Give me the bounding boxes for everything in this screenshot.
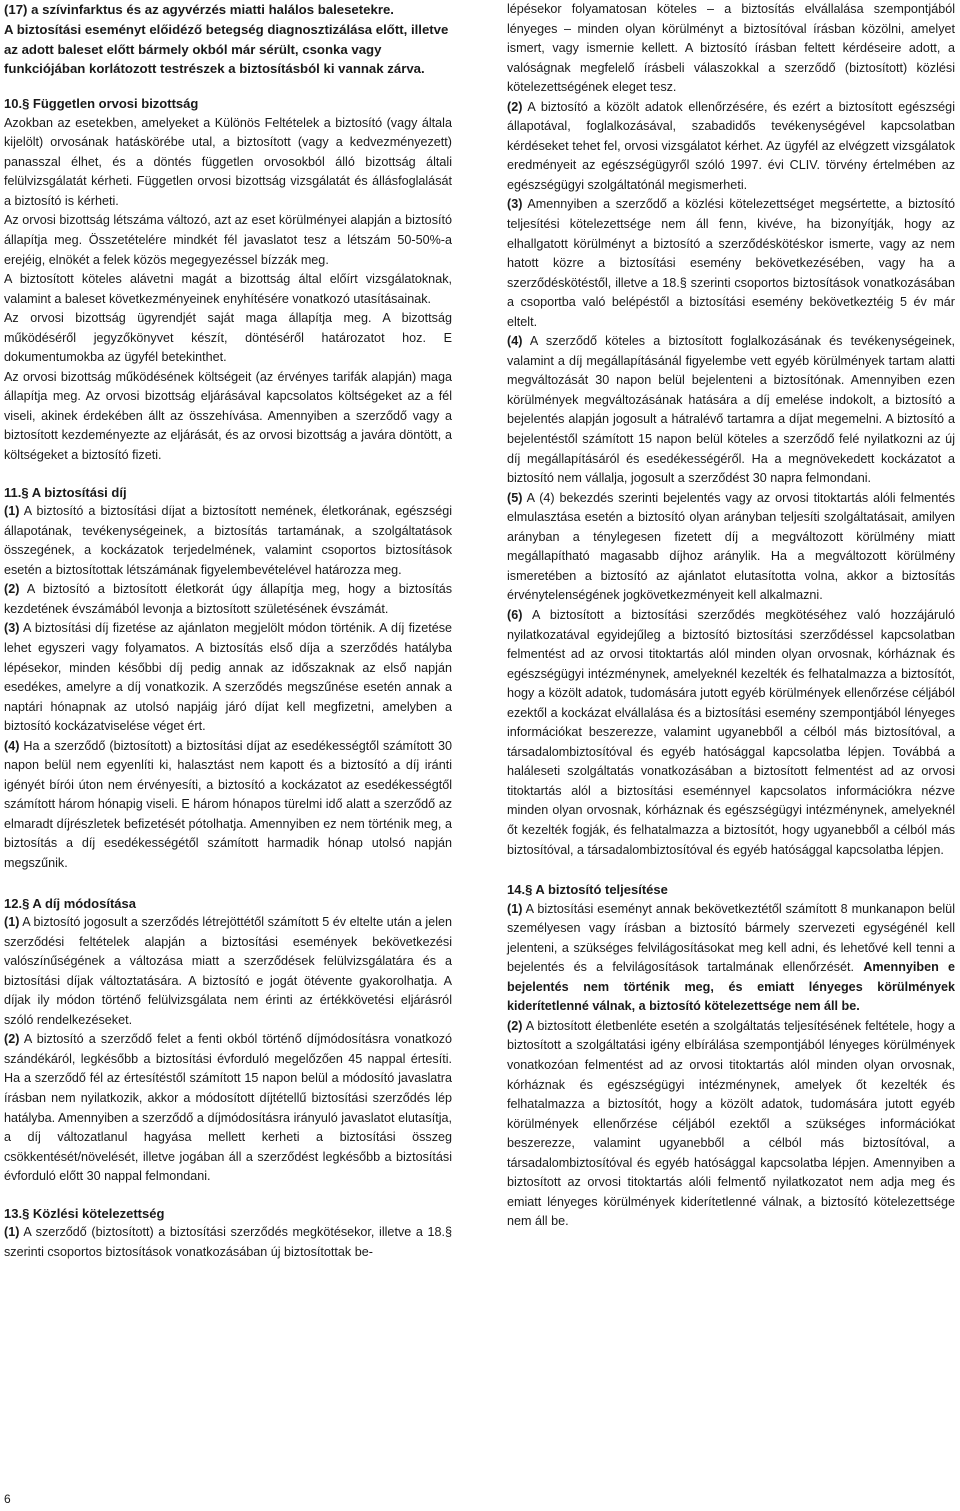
paragraph-text: A szerződő (biztosított) a biztosítási szerződés megkötésekor, illetve a 18.§ szerinti csoportos biztosítások vonatkozásában új biztosítottak be-	[4, 1225, 452, 1259]
section-13-paragraph-2	[507, 98, 955, 196]
paragraph-text: A biztosító a szerződő felet a fenti okból történő díjmódosításra vonatkozó szándékáról, legkésőbb a biztosítási évforduló megelőzően 45 nappal értesíti. Ha a szerződő fél az értesítéstől számított 15 napon belül a módosító javaslatra írásban nem nyilatkozik, akkor a módosított díjtétellű biztosítási szerződés lép hatályba. Amennyiben a szerződő a díjmódosításra irányuló javaslatot elutasítja, a díj változatlanul hagyása mellett kerheti a biztosítási összeg csökkentését/növelését, illetve jogában áll a szerződést legkésőbb a biztosítási évforduló előtt 30 nappal felmondani.	[4, 1032, 452, 1184]
section-11-paragraph-1	[4, 502, 452, 580]
section-13-continuation: lépésekor folyamatosan köteles – a biztosítás elvállalása szempontjából lényeges – minden olyan körülményt a biztosítóval írásban közölni, amelyet ismert, vagy ismernie kellett. A biztosító írásban feltett kérdéseire adott, a valóságnak megfelelő írásbeli válaszokkal a szerződő (biztosított) közlési kötelezettségének eleget tesz.	[507, 2, 955, 95]
paragraph-text: A biztosító a biztosítási díjat a biztosított nemének, életkorának, egészségi állapotának, tevékenységeinek, a biztosítás tartamának, a szolgáltatások összegének, a kockázatok terjedelmének, valamint csoportos biztosítások esetén a biztosítottak létszámának figyelembevételével határozza meg.	[4, 504, 452, 577]
paragraph-number: (4)	[4, 738, 20, 753]
paragraph-text: A biztosító a közölt adatok ellenőrzésére, és ezért a biztosított egészségi állapotával, foglalkozásával, szabadidős tevékenységével kapcsolatban kérdéseket tehet fel, orvosi vizsgálatot kérhet. Az ügyfél az elvégzett vizsgálatok eredményeit az egészségügyről szóló 1997. évi CLIV. törvény értelmében az egészségügyi szolgáltatónál megismerheti.	[507, 99, 955, 192]
section-13-paragraph-5	[507, 489, 955, 606]
section-13-paragraph-6	[507, 606, 955, 860]
section-11-paragraph-4	[4, 737, 452, 874]
section-13-heading: 13.§ Közlési kötelezettség	[4, 1205, 165, 1221]
paragraph-number: (3)	[507, 197, 523, 212]
section-11-paragraph-3	[4, 619, 452, 736]
paragraph-emphasis: Amennyiben e bejelentés nem történik meg, és emiatt lényeges körülmények kiderítetlenné válnak, a biztosító kötelezettsége nem áll be.	[507, 960, 955, 1014]
paragraph-number: (2)	[4, 582, 20, 597]
left-column	[4, 0, 452, 1262]
paragraph-number: (1)	[4, 1225, 20, 1240]
paragraph-number: (1)	[4, 915, 20, 930]
paragraph-text: A biztosító jogosult a szerződés létrejöttétől számított 5 év eltelte után a jelen szerződési feltételek alapján a biztosítási események bekövetkezési valószínűségének a változása miatt a szerződések felülvizsgálatára és a biztosítási díjak változtatására. A biztosító e jogát ötévente gyakorolhatja. A díjak ily módon történő felülvizsgálata nem érinti az értékkövetési eljárásról szóló rendelkezéseket.	[4, 915, 452, 1027]
paragraph-number: (1)	[4, 504, 20, 519]
paragraph-number: (6)	[507, 607, 523, 622]
paragraph-number: (1)	[507, 901, 523, 916]
paragraph-text: Amennyiben a szerződő a közlési kötelezettséget megsértette, a biztosító teljesítési kötelezettsége nem áll fenn, kivéve, ha bizonyítják, hogy az elhallgatott körülményt a biztosító a szerződéskötéskor ismerte, vagy az nem hatott közre a biztosítási esemény bekövetkezésében, vagy ha a szerződéskötéstől, illetve a 18.§ szerinti csoportos biztosítások vonatkozásában a csoportba való belépéstől a biztosítási esemény bekövetkeztéig 5 év már eltelt.	[507, 197, 955, 329]
section-14-paragraph-1	[507, 900, 955, 1017]
section-11-paragraph-2	[4, 580, 452, 619]
paragraph-number: (3)	[4, 621, 20, 636]
section-11-heading: 11.§ A biztosítási díj	[4, 484, 127, 500]
section-12-paragraph-2	[4, 1030, 452, 1186]
paragraph-text: A biztosított életbenléte esetén a szolgáltatás teljesítésének feltétele, hogy a biztosított a szolgáltatási igény elbírálása szempontjából lényeges körülmények vonatkozóan felmentést ad az orvosi titoktartás alól minden olyan orvosnak, kórháznak és egészségügyi intézménynek, amelyek őt kezelték és felhatalmazza a biztosítót, hogy a közölt adatok, tudomására jutott egyéb körülmények ellenőrzése céljából ezektől a szükséges információkat beszerezze, valamint ugyanebből a célból más biztosítóval, a társadalombiztosítóval és egyéb hatósággal kapcsolatba lépjen. Amennyiben a biztosított az orvosi titoktartás alóli felmentő nyilatkozatot nem adja meg és emiatt lényeges körülmények kiderítetlenné válnak, a biztosító kötelezettsége nem áll be.	[507, 1018, 955, 1229]
section-14-heading: 14.§ A biztosító teljesítése	[507, 882, 668, 898]
intro-text: A biztosítási eseményt előidéző betegség diagnosztizálása előtt, illetve az adott baleset előtt bármely okból már sérült, csonka vagy funkciójában korlátozott testrészek a biztosításból ki vannak zárva.	[4, 21, 449, 77]
section-10-heading: 10.§ Független orvosi bizottság	[4, 96, 199, 112]
paragraph-text: A (4) bekezdés szerinti bejelentés vagy az orvosi titoktartás alóli felmentés elmulasztása esetén a biztosító olyan arányban teljesíti szolgáltatásait, amilyen arányban a ténylegesen fizetett díj a megváltozott körülmény miatt megállapítható magasabb díjhoz aránylik. Ha a megváltozott körülmény ismeretében a biztosító az ajánlatot elutasította volna, akkor a biztosítás érvénytelenségének jogkövetkezményeit kell alkalmazni.	[507, 490, 955, 603]
paragraph-number: (2)	[507, 99, 523, 114]
paragraph-text: A szerződő köteles a biztosított foglalkozásának és tevékenységeinek, valamint a díj megállapításánál figyelembe vett egyéb körülmények tartam alatti megváltozását 30 napon belül bejelenteni a biztosítónak. Amennyiben ezen körülmények megváltozásának hatására a díj emelése indokolt, a biztosító a bejelentés alapján jogosult a hátralévő tartamra a díjat megemelni. A biztosító a bejelentéstől számított 15 napon belül köteles a szerződő felé nyilatkozni az új díj megállapításáról és esedékességéről. Ha a megnövekedett kockázatot a biztosító nem vállalja, jogosult a szerződést 30 napra felmondani.	[507, 334, 955, 486]
paragraph-number: (2)	[4, 1032, 20, 1047]
right-column	[507, 0, 955, 1232]
intro-title: (17) a szívinfarktus és az agyvérzés miatti halálos balesetekre.	[4, 2, 394, 17]
paragraph-text: A biztosító a biztosított életkorát úgy állapítja meg, hogy a biztosítás kezdetének évszámából levonja a biztosított születésének évszámát.	[4, 582, 452, 616]
section-10-paragraph-5: Az orvosi bizottság működésének költségeit (az érvényes tarifák alapján) maga állapítja meg. Az orvosi bizottság eljárásával kapcsolatos költségeket az a fél viseli, akinek érdekében állt az összehívása. Amennyiben a szerződő vagy a biztosított kezdeményezte az eljárását, és az orvosi bizottság a javára döntött, a költségeket a biztosító fizeti.	[4, 369, 452, 463]
page-number: 6	[4, 1492, 11, 1506]
section-13-paragraph-4	[507, 332, 955, 488]
section-14-paragraph-2	[507, 1017, 955, 1232]
paragraph-number: (2)	[507, 1018, 523, 1033]
paragraph-number: (4)	[507, 334, 523, 349]
paragraph-number: (5)	[507, 490, 523, 505]
section-10-paragraph-3: A biztosított köteles alávetni magát a bizottság által előírt vizsgálatoknak, valamint a baleset következményeinek enyhítésére vonatkozó utasításainak.	[4, 272, 452, 306]
intro-block	[4, 0, 452, 79]
section-10-paragraph-4: Az orvosi bizottság ügyrendjét saját maga állapítja meg. A bizottság működéséről jegyzőkönyvet készít, döntéséről határozatot hoz. E dokumentumokba az ügyfél betekinthet.	[4, 311, 452, 365]
section-10-paragraph-1: Azokban az esetekben, amelyeket a Különös Feltételek a biztosító (vagy általa kijelölt) orvosának hatáskörébe utal, a biztosított (vagy a kedvezményezett) panasszal élhet, és a döntés független orvosokból álló bizottság általi felülvizsgálatát kérheti. Független orvosi bizottság vizsgálatát és állásfoglalását a biztosító is kérheti.	[4, 115, 452, 208]
paragraph-text: A biztosítási díj fizetése az ajánlaton megjelölt módon történik. A díj fizetése lehet egyszeri vagy folyamatos. A biztosítás első díja a szerződés hatályba lépésekor, minden későbbi díj pedig annak az időszaknak az első napján esedékes, amelyre a díj vonatkozik. A szerződés megszűnése esetén annak a naptári hónapnak az utolsó napjáig járó díjat kell megfizetni, amelyben a biztosító kockázatviselése véget ért.	[4, 621, 452, 734]
section-12-paragraph-1	[4, 913, 452, 1030]
paragraph-text: A biztosított a biztosítási szerződés megkötéséhez való hozzájáruló nyilatkozatával egyidejűleg a biztosító biztosítási szerződéssel kapcsolatban felmentést ad az orvosi titoktartás alól minden olyan orvosnak, kórháznak és egészségügyi intézménynek, amelyeknél kezelték és felhatalmazza a biztosítót, hogy a közölt adatok, tudomására jutott egyéb körülmények ellenőrzése céljából ezektől a kockázat elvállalása és a biztosítási esemény szempontjából lényeges információkat beszerezze, valamint ugyanebből a célból más biztosítóval, a társadalombiztosítóval és egyéb hatósággal kapcsolatba lépjen. Továbbá a haláleseti szolgáltatás vonatkozásában a biztosított felmentést ad az orvosi titoktartás alól a biztosítási eseménnyel kapcsolatos információkra nézve minden olyan orvosnak, kórháznak és egészségügyi intézménynek, amelyeknél őt kezelték fogják, és felhatalmazza a biztosítót, hogy ugyanebből a célból más biztosítóval, a társadalombiztosítóval és egyéb hatósággal kapcsolatba lépjen.	[507, 607, 955, 857]
section-13-paragraph-1	[4, 1223, 452, 1262]
section-10-paragraph-2: Az orvosi bizottság létszáma változó, azt az eset körülményei alapján a biztosító állapítja meg. Összetételére mindkét fél javaslatot tesz a létszám 50-50%-a erejéig, elnökét a felek közös megegyezéssel bízzák meg.	[4, 213, 452, 267]
section-12-heading: 12.§ A díj módosítása	[4, 895, 136, 911]
section-13-paragraph-3	[507, 195, 955, 332]
paragraph-text: A biztosítási eseményt annak bekövetkeztétől számított 8 munkanapon belül személyesen vagy írásban a biztosító bármely szervezeti egységénél kell jelenteni, a szükséges felvilágosításokat meg kell adni, és lehetővé kell tenni a bejelentés és a felvilágosítások tartalmának ellenőrzését.	[507, 901, 955, 975]
paragraph-text: Ha a szerződő (biztosított) a biztosítási díjat az esedékességtől számított 30 napon belül nem egyenlíti ki, halasztást nem kapott és a biztosító a díj iránti igényét bírói úton nem érvényesíti, a biztosító a kockázatot az esedékességtől számított három hónapig viseli. E három hónapos türelmi idő alatt a szerződő az elmaradt díjrészletek befizetését pótolhatja. Amennyiben ez nem történik meg, a biztosítás a díj esedékességétől számított harmadik hónap utolsó napján megszűnik.	[4, 738, 452, 870]
